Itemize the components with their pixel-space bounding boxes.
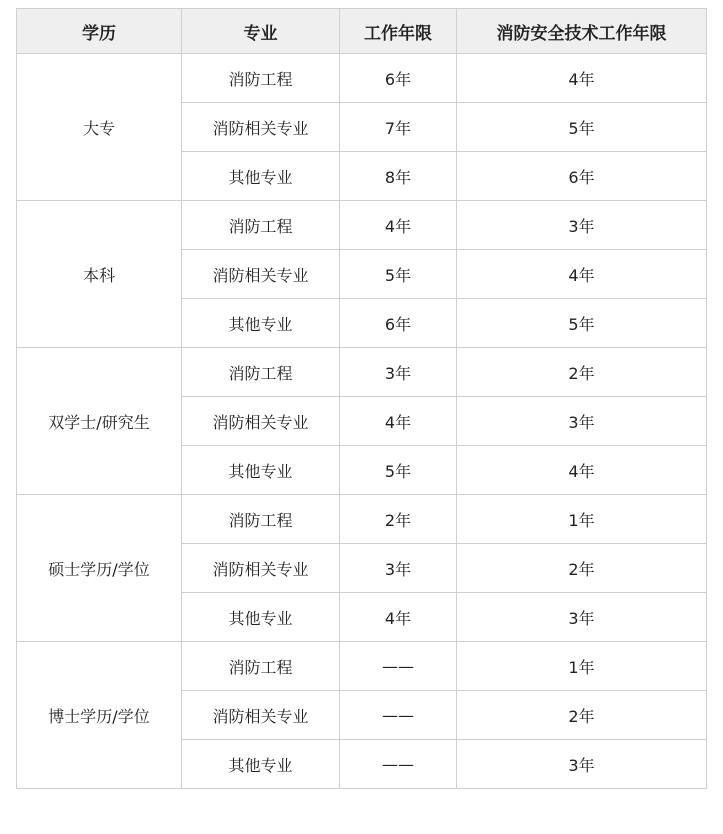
tech-work-years-cell: 4年 bbox=[457, 446, 707, 495]
tech-work-years-cell: 2年 bbox=[457, 348, 707, 397]
tech-work-years-cell: 3年 bbox=[457, 593, 707, 642]
degree-cell: 本科 bbox=[17, 201, 182, 348]
major-cell: 消防工程 bbox=[182, 642, 340, 691]
work-years-cell: 3年 bbox=[340, 348, 457, 397]
work-years-cell: 4年 bbox=[340, 201, 457, 250]
tech-work-years-cell: 4年 bbox=[457, 54, 707, 103]
degree-cell: 双学士/研究生 bbox=[17, 348, 182, 495]
tech-work-years-cell: 4年 bbox=[457, 250, 707, 299]
major-cell: 消防相关专业 bbox=[182, 691, 340, 740]
major-cell: 消防相关专业 bbox=[182, 397, 340, 446]
work-years-cell: 8年 bbox=[340, 152, 457, 201]
major-cell: 消防工程 bbox=[182, 348, 340, 397]
tech-work-years-cell: 3年 bbox=[457, 201, 707, 250]
degree-cell: 大专 bbox=[17, 54, 182, 201]
tech-work-years-cell: 3年 bbox=[457, 740, 707, 789]
work-years-cell: 3年 bbox=[340, 544, 457, 593]
header-degree: 学历 bbox=[17, 9, 182, 54]
table-row bbox=[17, 54, 707, 103]
table-row bbox=[17, 495, 707, 544]
work-years-cell: 6年 bbox=[340, 54, 457, 103]
tech-work-years-cell: 6年 bbox=[457, 152, 707, 201]
degree-cell: 硕士学历/学位 bbox=[17, 495, 182, 642]
tech-work-years-cell: 5年 bbox=[457, 103, 707, 152]
major-cell: 消防工程 bbox=[182, 54, 340, 103]
work-years-cell: 5年 bbox=[340, 250, 457, 299]
table-header bbox=[17, 9, 707, 54]
work-years-cell: 2年 bbox=[340, 495, 457, 544]
header-work-years: 工作年限 bbox=[340, 9, 457, 54]
major-cell: 其他专业 bbox=[182, 152, 340, 201]
tech-work-years-cell: 3年 bbox=[457, 397, 707, 446]
header-row bbox=[17, 9, 707, 54]
tech-work-years-cell: 1年 bbox=[457, 495, 707, 544]
major-cell: 其他专业 bbox=[182, 446, 340, 495]
major-cell: 其他专业 bbox=[182, 740, 340, 789]
major-cell: 消防相关专业 bbox=[182, 544, 340, 593]
major-cell: 消防相关专业 bbox=[182, 103, 340, 152]
tech-work-years-cell: 5年 bbox=[457, 299, 707, 348]
tech-work-years-cell: 2年 bbox=[457, 691, 707, 740]
work-years-cell: —— bbox=[340, 740, 457, 789]
work-years-cell: —— bbox=[340, 642, 457, 691]
major-cell: 消防工程 bbox=[182, 201, 340, 250]
work-years-cell: —— bbox=[340, 691, 457, 740]
table-body bbox=[17, 54, 707, 789]
major-cell: 其他专业 bbox=[182, 593, 340, 642]
work-years-cell: 4年 bbox=[340, 397, 457, 446]
tech-work-years-cell: 2年 bbox=[457, 544, 707, 593]
header-tech-work-years: 消防安全技术工作年限 bbox=[457, 9, 707, 54]
work-years-cell: 7年 bbox=[340, 103, 457, 152]
major-cell: 消防工程 bbox=[182, 495, 340, 544]
degree-cell: 博士学历/学位 bbox=[17, 642, 182, 789]
work-years-cell: 4年 bbox=[340, 593, 457, 642]
major-cell: 消防相关专业 bbox=[182, 250, 340, 299]
work-years-cell: 6年 bbox=[340, 299, 457, 348]
tech-work-years-cell: 1年 bbox=[457, 642, 707, 691]
requirements-table bbox=[16, 8, 707, 789]
header-major: 专业 bbox=[182, 9, 340, 54]
work-years-cell: 5年 bbox=[340, 446, 457, 495]
table-row bbox=[17, 642, 707, 691]
major-cell: 其他专业 bbox=[182, 299, 340, 348]
table-row bbox=[17, 348, 707, 397]
table-row bbox=[17, 201, 707, 250]
